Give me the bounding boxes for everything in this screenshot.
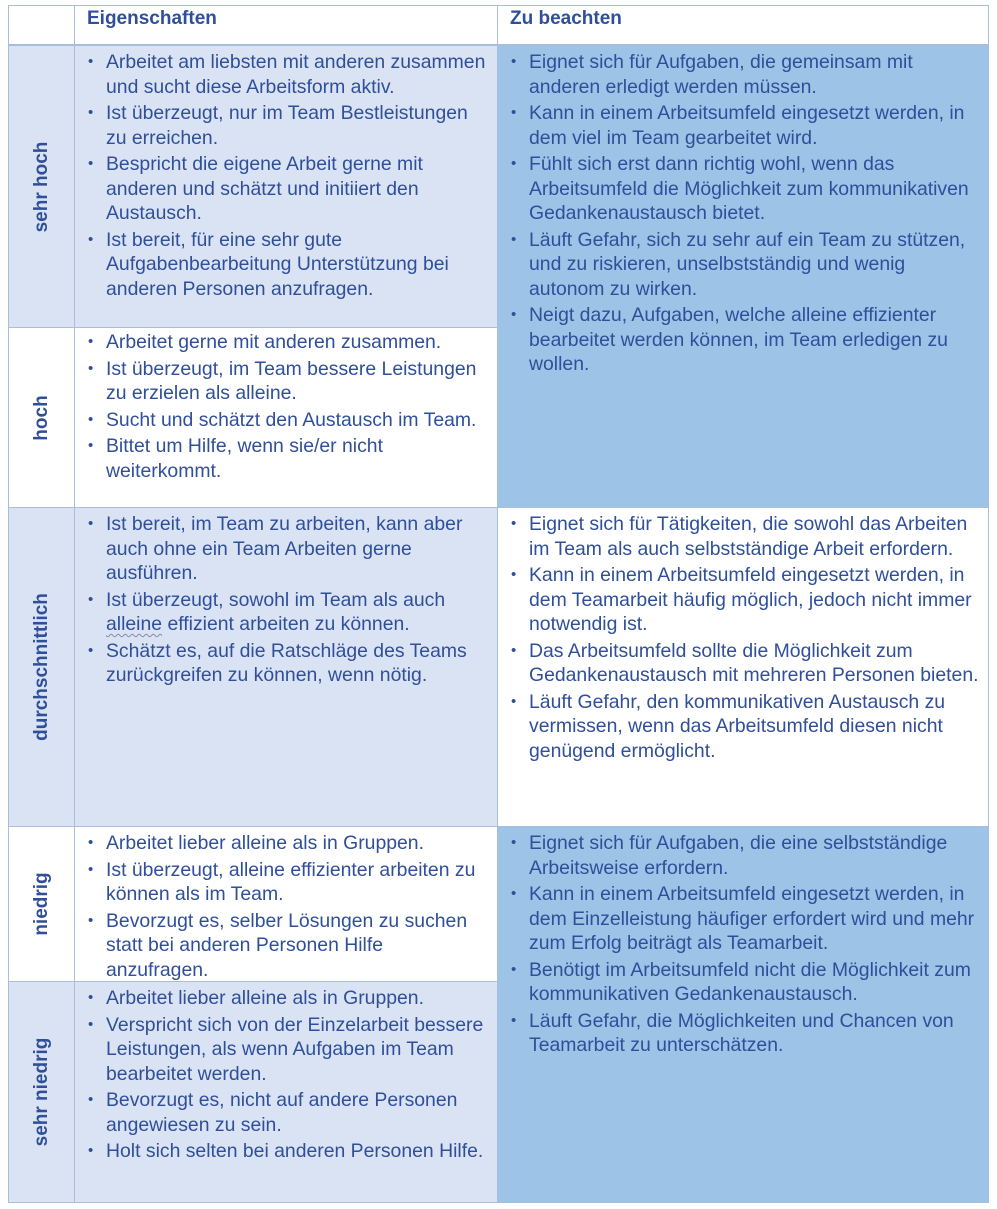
row-label-niedrig [8,826,75,982]
spellcheck-marked-word: alleine [106,613,163,635]
eigenschaften-durchschnittlich-cell [74,507,498,827]
bullet-list [508,50,980,379]
list-item: • Bevorzugt es, selber Lösungen zu suchen statt bei anderen Personen Hilfe anzufragen. [85,909,489,983]
list-item: • Schätzt es, auf die Ratschläge des Teams zurückgreifen zu können, wenn nötig. [85,639,489,688]
header-zu-beachten-cell [497,5,989,45]
list-item: • Eignet sich für Tätigkeiten, die sowohl das Arbeiten im Team als auch selbstständige Arbeit erfordern. [508,512,980,561]
list-item: • Eignet sich für Aufgaben, die eine selbstständige Arbeitsweise erfordern. [508,831,980,880]
list-item: • Ist überzeugt, nur im Team Bestleistungen zu erreichen. [85,101,489,150]
list-item: • Arbeitet lieber alleine als in Gruppen. [85,986,489,1011]
row-label-sehr-niedrig [8,981,75,1203]
bullet-list [85,330,489,485]
row-label-text: sehr hoch [30,141,52,232]
row-label-text: niedrig [30,872,52,936]
bullet-list [508,512,980,765]
bullet-list [85,512,489,690]
beachten-hoch-group-cell [497,45,989,508]
row-label-text: sehr niedrig [30,1037,52,1147]
list-item-text: Ist überzeugt, sowohl im Team als auch [106,588,446,611]
list-item [85,588,489,637]
list-item: • Kann in einem Arbeitsumfeld eingesetzt werden, in dem Einzelleistung häufiger erfordert wird und mehr zum Erfolg beiträgt als Teamarbeit. [508,882,980,956]
list-item: • Kann in einem Arbeitsumfeld eingesetzt werden, in dem viel im Team gearbeitet wird. [508,101,980,150]
list-item: • Läuft Gefahr, den kommunikativen Austausch zu vermissen, wenn das Arbeitsumfeld diesen nicht genügend ermöglicht. [508,690,980,764]
list-item: • Eignet sich für Aufgaben, die gemeinsam mit anderen erledigt werden müssen. [508,50,980,99]
beachten-mittel-group-cell [497,507,989,827]
header-eigenschaften: Eigenschaften [87,8,217,29]
list-item: • Arbeitet gerne mit anderen zusammen. [85,330,489,355]
list-item: • Bittet um Hilfe, wenn sie/er nicht weiterkommt. [85,434,489,483]
list-item-text: effizient arbeiten zu können. [162,613,410,635]
header-corner-cell [8,5,75,45]
beachten-niedrig-group-cell [497,826,989,1203]
team-orientation-table [8,5,989,1203]
bullet-list [85,50,489,303]
eigenschaften-sehr-hoch-cell [74,45,498,328]
bullet-list [85,831,489,984]
eigenschaften-sehr-niedrig-cell [74,981,498,1203]
list-item: • Bespricht die eigene Arbeit gerne mit anderen und schätzt und initiiert den Austausch. [85,152,489,226]
row-label-text: hoch [30,394,52,441]
list-item: • Arbeitet lieber alleine als in Gruppen. [85,831,489,856]
list-item: • Sucht und schätzt den Austausch im Team. [85,408,489,433]
bullet-list [508,831,980,1060]
list-item: • Bevorzugt es, nicht auf andere Personen angewiesen zu sein. [85,1088,489,1137]
list-item: • Arbeitet am liebsten mit anderen zusammen und sucht diese Arbeitsform aktiv. [85,50,489,99]
row-label-sehr-hoch [8,45,75,328]
list-item: • Läuft Gefahr, die Möglichkeiten und Chancen von Teamarbeit zu unterschätzen. [508,1009,980,1058]
list-item: • Holt sich selten bei anderen Personen Hilfe. [85,1139,489,1164]
list-item: • Verspricht sich von der Einzelarbeit bessere Leistungen, als wenn Aufgaben im Team bearbeitet werden. [85,1013,489,1087]
list-item: • Ist bereit, im Team zu arbeiten, kann aber auch ohne ein Team Arbeiten gerne ausführen. [85,512,489,586]
row-label-durchschnittlich [8,507,75,827]
header-eigenschaften-cell [74,5,498,45]
list-item: • Fühlt sich erst dann richtig wohl, wenn das Arbeitsumfeld die Möglichkeit zum kommunikativen Gedankenaustausch bietet. [508,152,980,226]
list-item: • Ist bereit, für eine sehr gute Aufgabenbearbeitung Unterstützung bei anderen Personen anzufragen. [85,228,489,302]
list-item: • Benötigt im Arbeitsumfeld nicht die Möglichkeit zum kommunikativen Gedankenaustausch. [508,958,980,1007]
header-zu-beachten: Zu beachten [510,8,622,29]
row-label-text: durchschnittlich [30,593,52,741]
eigenschaften-hoch-cell [74,327,498,508]
eigenschaften-niedrig-cell [74,826,498,982]
list-item: • Kann in einem Arbeitsumfeld eingesetzt werden, in dem Teamarbeit häufig möglich, jedoch nicht immer notwendig ist. [508,563,980,637]
list-item: • Ist überzeugt, im Team bessere Leistungen zu erzielen als alleine. [85,357,489,406]
bullet-list [85,986,489,1166]
list-item: • Ist überzeugt, alleine effizienter arbeiten zu können als im Team. [85,858,489,907]
list-item: • Neigt dazu, Aufgaben, welche alleine effizienter bearbeitet werden können, im Team erledigen zu wollen. [508,303,980,377]
list-item: • Läuft Gefahr, sich zu sehr auf ein Team zu stützen, und zu riskieren, unselbstständig und wenig autonom zu wirken. [508,228,980,302]
row-label-hoch [8,327,75,508]
list-item: • Das Arbeitsumfeld sollte die Möglichkeit zum Gedankenaustausch mit mehreren Personen bieten. [508,639,980,688]
